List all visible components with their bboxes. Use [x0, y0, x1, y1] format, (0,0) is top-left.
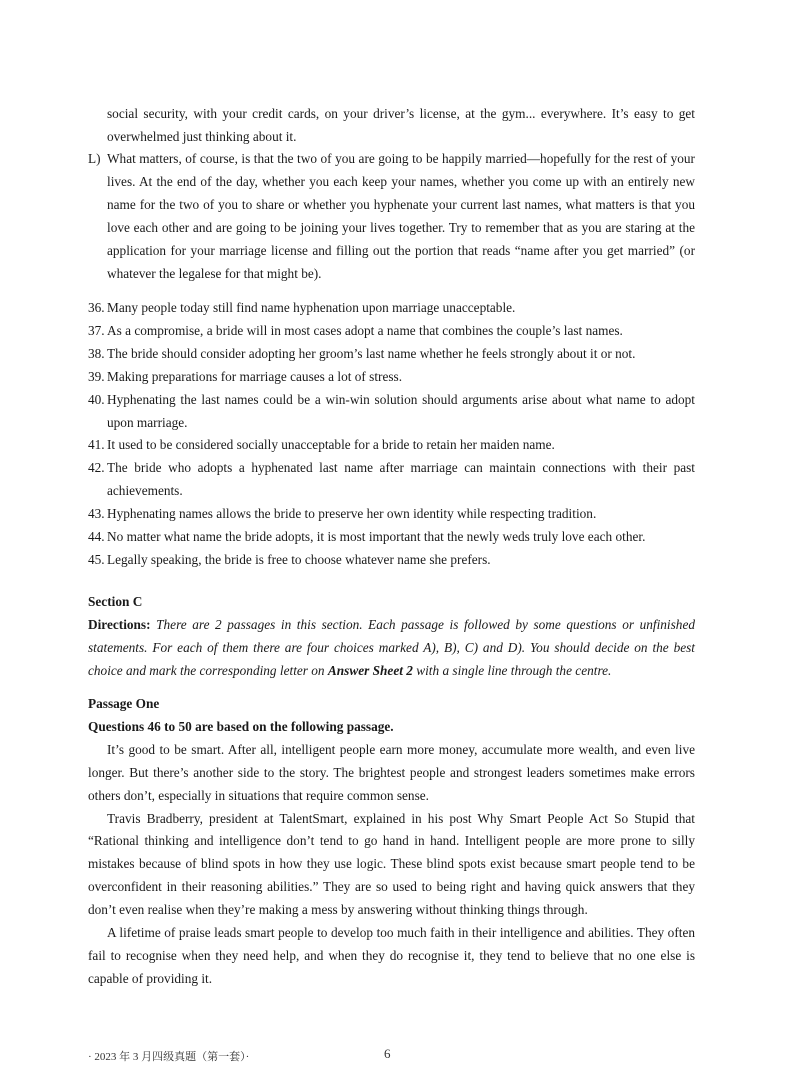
statement-text: Legally speaking, the bride is free to choose whatever name she prefers.: [107, 551, 491, 567]
section-c: [88, 591, 695, 683]
statement-number: 40.: [88, 391, 105, 407]
statement-item: [88, 434, 695, 457]
passage-paragraph: Travis Bradberry, president at TalentSmart, explained in his post Why Smart People Act So Stupid that “Rational thinking and intelligence don’t tend to go hand in hand. Intelligent people are more prone to silly mistakes because of blind spots in how they use logic. These blind spots exist because smart people tend to be overconfident in their reasoning abilities.” They are so used to being right and having quick answers that they don’t even realise when they’re making a mess by answering without thinking things through.: [88, 810, 695, 918]
statement-number: 36.: [88, 300, 105, 315]
statement-item: [88, 297, 695, 320]
statement-item: [88, 320, 695, 343]
section-heading: Section C: [88, 594, 143, 609]
statement-number: 43.: [88, 506, 105, 522]
statement-number: 42.: [88, 460, 105, 476]
statement-number: 37.: [88, 322, 105, 338]
passage-one: [88, 693, 695, 991]
statement-text: Many people today still find name hyphenation upon marriage unacceptable.: [107, 300, 516, 315]
page-number: 6: [384, 1046, 391, 1061]
directions-label: Directions:: [88, 616, 151, 632]
statement-number: 38.: [88, 345, 105, 361]
statement-text: The bride who adopts a hyphenated last name after marriage can maintain connections with their past achievements.: [107, 460, 695, 499]
directions-text: There are 2 passages in this section. Each passage is followed by some questions or unfinished statements. For each of them there are four choices marked A), B), C) and D). You should decide on the best choice and mark the corresponding letter on: [88, 616, 695, 678]
page-footer: · 2023 年 3 月四级真题（第一套）·: [88, 1051, 250, 1063]
statement-text: No matter what name the bride adopts, it is most important that the newly weds truly love each other.: [107, 529, 646, 545]
paragraph-L: [88, 148, 695, 285]
statement-list: [88, 297, 695, 572]
statement-text: Making preparations for marriage causes a lot of stress.: [107, 368, 403, 384]
statement-number: 39.: [88, 368, 105, 384]
statement-number: 45.: [88, 551, 105, 567]
passage-continuation: [107, 103, 695, 149]
paragraph-label: L): [88, 151, 101, 166]
statement-item: [88, 457, 695, 503]
statement-text: It used to be considered socially unacceptable for a bride to retain her maiden name.: [107, 437, 555, 453]
statement-number: 44.: [88, 529, 105, 545]
statement-item: [88, 503, 695, 526]
statement-item: [88, 389, 695, 435]
statement-text: As a compromise, a bride will in most cases adopt a name that combines the couple’s last names.: [107, 322, 623, 338]
passage-subheading: Questions 46 to 50 are based on the following passage.: [88, 718, 394, 734]
paragraph-L-text: What matters, of course, is that the two of you are going to be happily married—hopefully for the rest of your lives. At the end of the day, whether you each keep your names, whether you come up with an entirely new name for the two of you to share or whether you hyphenate your current last names, what matters is that you love each other and are going to be joining your lives together. Try to remember that as you are staring at the application for your marriage license and filling out the portion that reads “name after you get married” (or whatever the legalese for that might be).: [107, 151, 695, 281]
statement-item: [88, 526, 695, 549]
passage-paragraph: A lifetime of praise leads smart people to develop too much faith in their intelligence and abilities. They often fail to recognise when they need help, and when they do recognise it, they tend to believe that no one else is capable of providing it.: [88, 925, 695, 986]
passage-paragraph: It’s good to be smart. After all, intelligent people earn more money, accumulate more wealth, and even live longer. But there’s another side to the story. The brightest people and strongest leaders sometimes make errors others don’t, especially in situations that require common sense.: [88, 741, 695, 803]
statement-item: [88, 549, 695, 572]
directions: [88, 614, 695, 683]
directions-text-end: with a single line through the centre.: [416, 662, 612, 678]
statement-number: 41.: [88, 437, 105, 453]
passage-continuation-text: social security, with your credit cards, on your driver’s license, at the gym... everywhere. It’s easy to get overwhelmed just thinking about it.: [107, 106, 695, 144]
statement-text: The bride should consider adopting her groom’s last name whether he feels strongly about it or not.: [107, 345, 636, 361]
passage-heading: Passage One: [88, 696, 160, 711]
statement-text: Hyphenating names allows the bride to preserve her own identity while respecting tradition.: [107, 506, 597, 522]
statement-item: [88, 343, 695, 366]
statement-item: [88, 366, 695, 389]
statement-text: Hyphenating the last names could be a win-win solution should arguments arise about what name to adopt upon marriage.: [107, 391, 695, 430]
answer-sheet-label: Answer Sheet 2: [327, 662, 413, 678]
